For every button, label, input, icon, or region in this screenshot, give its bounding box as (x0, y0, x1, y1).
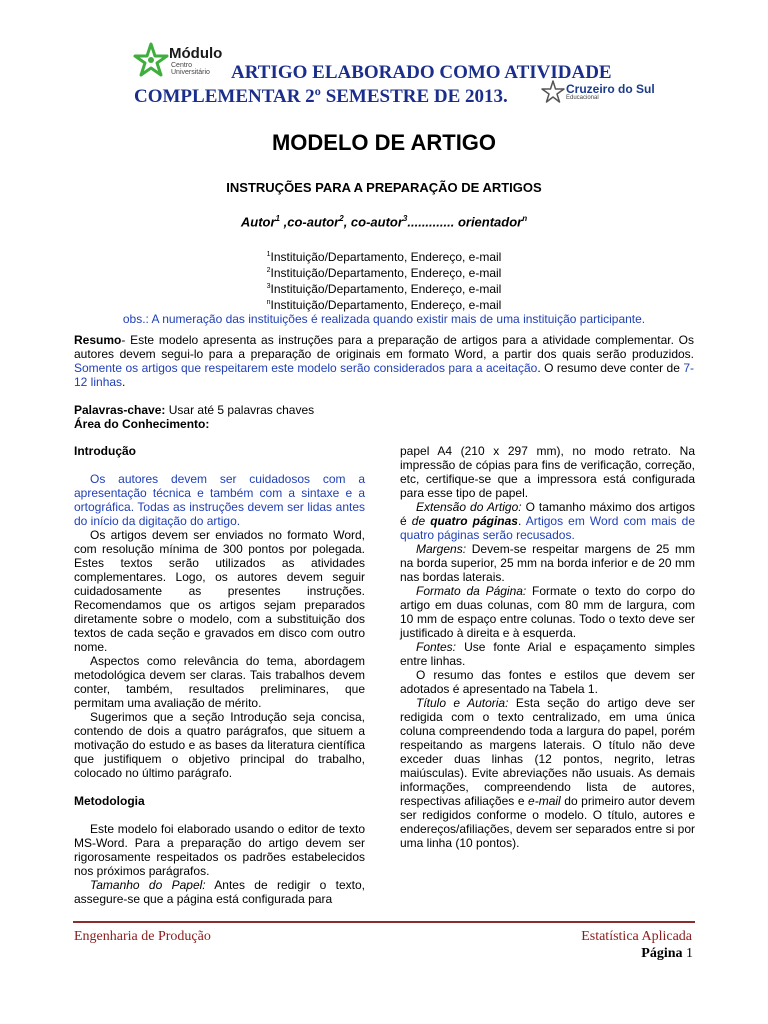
paragraph: Este modelo foi elaborado usando o editor de texto MS-Word. Para a preparação do artigo devem ser rigorosamente respeitados os padrões estabelecidos nos próximos parágrafos. (74, 822, 365, 878)
keywords (74, 403, 694, 431)
paragraph: Título e Autoria: Esta seção do artigo deve ser redigida com o texto centralizado, em uma única coluna compreendendo toda a largura do papel, porém respeitando as margens laterais. O título não deve exceder duas linhas (12 pontos, negrito, letras maiúsculas). Evite abreviações não usuais. As demais informações, compreendendo lista de autores, respectivas afiliações e e-mail do primeiro autor devem ser redigidos conforme o modelo. O título, autores e endereços/afiliações, devem ser separados entre si por uma linha (10 pontos). (400, 696, 696, 850)
paragraph: Margens: Devem-se respeitar margens de 25 mm na borda superior, 25 mm na borda inferior e de 20 mm nas bordas laterais. (400, 542, 695, 584)
article-subtitle: INSTRUÇÕES PARA A PREPARAÇÃO DE ARTIGOS (226, 180, 542, 195)
header-line-2: COMPLEMENTAR 2º SEMESTRE DE 2013. (134, 86, 508, 107)
paragraph: Formato da Página: Formate o texto do corpo do artigo em duas colunas, com 80 mm de largura, com 10 mm de espaço entre colunas. Todo o texto deve ser justificado à direita e à esquerda. (400, 584, 695, 640)
author-3: , co-autor (343, 214, 403, 230)
abstract: Resumo- Este modelo apresenta as instruções para a preparação de artigos para a atividade complementar. Os autores devem segui-lo para a preparação de originais em formato Word, a partir dos quais serão produzidos. Somente os artigos que respeitarem este modelo serão considerados para a aceitação. O resumo deve conter de 7-12 linhas. (74, 333, 695, 389)
modulo-star-icon (133, 42, 169, 78)
paragraph: Aspectos como relevância do tema, abordagem metodológica devem ser claras. Tais trabalhos devem conter, também, resultados preliminares, que permitam uma avaliação de mérito. (74, 654, 365, 710)
keywords-label: Palavras-chave: (74, 403, 166, 417)
section-heading-introducao: Introdução (74, 444, 136, 458)
paragraph: Sugerimos que a seção Introdução seja concisa, contendo de dois a quatro parágrafos, que situem a motivação do estudo e as bases da literatura científica que justifiquem o objetivo principal do trabalho, colocado no último parágrafo. (74, 710, 365, 780)
left-column (74, 444, 365, 906)
cruzeiro-logo-name: Cruzeiro do Sul (566, 82, 655, 96)
affiliation-note: obs.: A numeração das instituições é realizada quando existir mais de uma instituição participante. (122, 312, 646, 326)
abstract-label: Resumo (74, 333, 122, 347)
header-line-1: ARTIGO ELABORADO COMO ATIVIDADE (231, 62, 612, 83)
paragraph: O resumo das fontes e estilos que devem ser adotados é apresentado na Tabela 1. (400, 668, 695, 696)
modulo-logo (133, 42, 233, 78)
footer-divider (73, 921, 695, 923)
keywords-text: Usar até 5 palavras chaves (165, 403, 315, 417)
footer-subject: Estatística Aplicada (581, 929, 692, 944)
affiliations (0, 248, 768, 326)
footer-course: Engenharia de Produção (74, 929, 211, 944)
modulo-logo-sub: Centro Universitário (171, 62, 210, 76)
paragraph: Tamanho do Papel: Antes de redigir o texto, assegure-se que a página está configurada para (74, 878, 365, 906)
author-2: ,co-autor (280, 214, 340, 230)
section-heading-metodologia: Metodologia (74, 794, 145, 808)
page-number: Página 1 (641, 946, 693, 961)
paragraph: Os artigos devem ser enviados no formato Word, com resolução mínima de 300 pontos por polegada. Estes textos serão utilizados as atividades complementares. Logo, os autores devem seguir cuidadosamente as presentes instruções. Recomendamos que os artigos sejam preparados diretamente sobre o modelo, com a substituição dos textos de cada seção e gravados em disco com outro nome. (74, 528, 365, 654)
affiliation-line: $^1$Instituição/Departamento, Endereço, e-mail (266, 250, 502, 264)
paragraph: papel A4 (210 x 297 mm), no modo retrato. Na impressão de cópias para fins de verificação, correção, etc, certifique-se que a impressora está configurada para esse tipo de papel. (400, 444, 695, 500)
paragraph: Extensão do Artigo: O tamanho máximo dos artigos é de quatro páginas. Artigos em Word com mais de quatro páginas serão recusados. (400, 500, 695, 542)
modulo-logo-name: Módulo (169, 45, 223, 62)
cruzeiro-do-sul-logo (541, 80, 655, 104)
right-column (400, 444, 695, 850)
paragraph: Fontes: Use fonte Arial e espaçamento simples entre linhas. (400, 640, 695, 668)
advisor: ............. orientador (407, 214, 523, 230)
affiliation-line: $^2$Instituição/Departamento, Endereço, e-mail (266, 266, 502, 280)
affiliation-line: $^3$Instituição/Departamento, Endereço, e-mail (266, 282, 502, 296)
cruzeiro-logo-sub: Educacional (566, 95, 599, 101)
affiliation-line: $^n$Instituição/Departamento, Endereço, e-mail (266, 298, 502, 312)
knowledge-area-label: Área do Conhecimento: (74, 417, 210, 431)
paragraph: Os autores devem ser cuidadosos com a apresentação técnica e também com a sintaxe e a ortográfica. Todas as instruções devem ser lidas antes do início da digitação do artigo. (74, 472, 365, 528)
cruzeiro-star-icon (541, 80, 565, 104)
page-title: MODELO DE ARTIGO (271, 130, 497, 155)
author-1: Autor (240, 214, 276, 230)
authors-line: Autor$^1$ ,co-autor$^2$, co-autor$^3$............. orientador$^n$ (240, 214, 528, 230)
